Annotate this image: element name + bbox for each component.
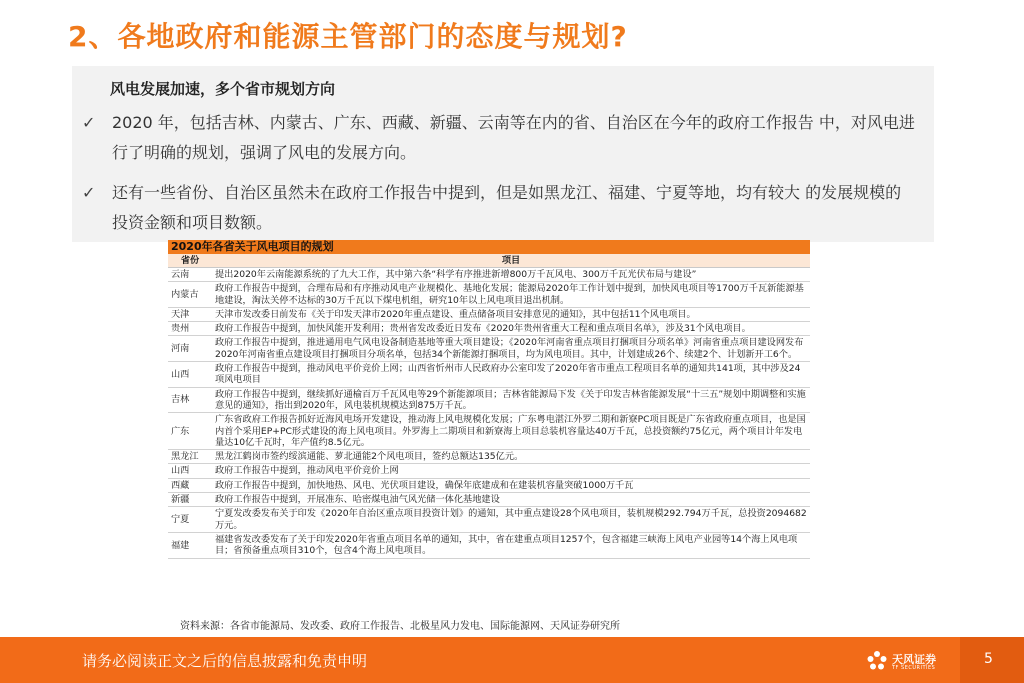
table-row (168, 387, 810, 413)
page-title: 2、各地政府和能源主管部门的态度与规划? (68, 20, 628, 53)
checkmark-icon: ✓ (82, 113, 96, 132)
table-row (168, 322, 810, 336)
project-cell: 政府工作报告中提到，加快风能开发利用；贵州省发改委近日发布《2020年贵州省重大工程和重点项目名单》，涉及31个风电项目。 (212, 322, 810, 336)
project-cell: 提出2020年云南能源系统的了九大工作，其中第六条“科学有序推进新增800万千瓦风电、300万千瓦光伏布局与建设” (212, 268, 810, 282)
table-row (168, 282, 810, 308)
table-title: 2020年各省关于风电项目的规划 (168, 240, 810, 254)
table-row (168, 478, 810, 492)
bullet-item (82, 178, 917, 238)
bullet-text: 还有一些省份、自治区虽然未在政府工作报告中提到，但是如黑龙江、福建、宁夏等地，均有较大 的发展规模的投资金额和项目数额。 (112, 183, 902, 232)
table-row (168, 268, 810, 282)
province-cell: 贵州 (168, 322, 212, 336)
table-row (168, 450, 810, 464)
project-cell: 福建省发改委发布了关于印发2020年省重点项目名单的通知，其中，省在建重点项目1257个，包含福建三峡海上风电产业园等14个海上风电项目；省预备重点项目310个，包含4个海上风电项目。 (212, 532, 810, 558)
province-cell: 山西 (168, 464, 212, 478)
source-note: 资料来源：各省市能源局、发改委、政府工作报告、北极星风力发电、国际能源网、天风证券研究所 (180, 621, 620, 632)
table-row (168, 307, 810, 321)
province-cell: 山西 (168, 362, 212, 388)
logo-text-cn: 天风证券 (892, 653, 936, 666)
tf-securities-logo-icon (866, 650, 888, 672)
project-cell: 政府工作报告中提到，推动风电平价竞价上网；山西省忻州市人民政府办公室印发了2020年省市重点工程项目名单的通知共141项，其中涉及24项风电项目 (212, 362, 810, 388)
project-cell: 政府工作报告中提到，加快地热、风电、光伏项目建设，确保年底建成和在建装机容量突破1000万千瓦 (212, 478, 810, 492)
province-cell: 西藏 (168, 478, 212, 492)
province-cell: 新疆 (168, 493, 212, 507)
table-row (168, 336, 810, 362)
project-cell: 政府工作报告中提到，推进通用电气风电设备制造基地等重大项目建设；《2020年河南省重点项目打捆项目分项名单》河南省重点项目建设网发布2020年河南省重点建设项目打捆项目分项名单，包括34个新能源打捆项目，均为风电项目。其中，计划建成26个、续建2个、计划新开工6个。 (212, 336, 810, 362)
logo-text-en: TF SECURITIES (892, 665, 936, 671)
project-cell: 政府工作报告中提到，继续抓好通榆百万千瓦风电等29个新能源项目；吉林省能源局下发《关于印发吉林省能源发展“十三五”规划中期调整和实施意见的通知》，指出到2020年，风电装机规模达到875万千瓦。 (212, 387, 810, 413)
table-row (168, 362, 810, 388)
province-cell: 内蒙古 (168, 282, 212, 308)
province-cell: 广东 (168, 413, 212, 450)
page-number: 5 (984, 651, 993, 667)
bullet-item (82, 108, 917, 168)
wind-plan-table (168, 240, 810, 559)
project-cell: 政府工作报告中提到，推动风电平价竞价上网 (212, 464, 810, 478)
column-header-project: 项目 (212, 254, 810, 268)
province-cell: 天津 (168, 307, 212, 321)
table-row (168, 464, 810, 478)
project-cell: 宁夏发改委发布关于印发《2020年自治区重点项目投资计划》的通知，其中重点建设28个风电项目，装机规模292.794万千瓦，总投资2094682万元。 (212, 507, 810, 533)
disclaimer-text: 请务必阅读正文之后的信息披露和免责申明 (82, 652, 368, 670)
province-cell: 吉林 (168, 387, 212, 413)
table-row (168, 532, 810, 558)
province-cell: 福建 (168, 532, 212, 558)
project-cell: 黑龙江鹤岗市签约绥滨通能、萝北通能2个风电项目，签约总额达135亿元。 (212, 450, 810, 464)
province-cell: 宁夏 (168, 507, 212, 533)
table-header-row (168, 254, 810, 268)
project-cell: 广东省政府工作报告抓好近海风电场开发建设，推动海上风电规模化发展；广东粤电湛江外罗二期和新寮PC项目既是广东省政府重点项目，也是国内首个采用EP+PC形式建设的海上风电项目。外罗海上二期项目和新寮海上项目总装机容量达40万千瓦，总投资额约75亿元，两个项目计年发电量达10亿千瓦时，年产值约8.5亿元。 (212, 413, 810, 450)
column-header-province: 省份 (168, 254, 212, 268)
bullet-text: 2020 年，包括吉林、内蒙古、广东、西藏、新疆、云南等在内的省、自治区在今年的政府工作报告 中，对风电进行了明确的规划，强调了风电的发展方向。 (112, 113, 915, 162)
project-cell: 政府工作报告中提到，合理布局和有序推动风电产业规模化、基地化发展；能源局2020年工作计划中提到，加快风电项目等1700万千瓦新能源基地建设，淘汰关停不达标的30万千瓦以下煤电机组，研究10年以上风电项目退出机制。 (212, 282, 810, 308)
project-cell: 政府工作报告中提到，开展准东、哈密煤电油气风光储一体化基地建设 (212, 493, 810, 507)
table-row (168, 493, 810, 507)
table-row (168, 413, 810, 450)
province-cell: 云南 (168, 268, 212, 282)
project-cell: 天津市发改委日前发布《关于印发天津市2020年重点建设、重点储备项目安排意见的通知》，其中包括11个风电项目。 (212, 307, 810, 321)
summary-heading: 风电发展加速，多个省市规划方向 (110, 80, 336, 98)
province-cell: 黑龙江 (168, 450, 212, 464)
province-cell: 河南 (168, 336, 212, 362)
checkmark-icon: ✓ (82, 183, 96, 202)
table-row (168, 507, 810, 533)
